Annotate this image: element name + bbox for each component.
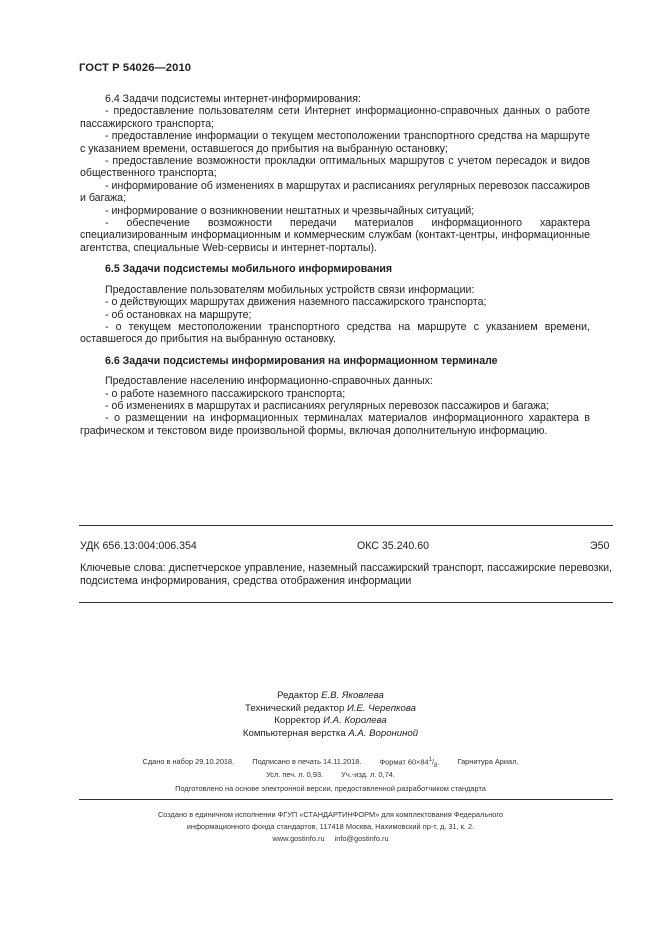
- publisher-contacts: [0, 832, 661, 845]
- oks-code: ОКС 35.240.60: [357, 540, 430, 552]
- staff-row: Технический редактор И.Е. Черепкова: [245, 702, 416, 714]
- staff-row: Корректор И.А. Королева: [274, 715, 387, 727]
- list-item: - предоставление пользователям сети Интернет информационно-справочных данных о работе пассажирского транспорта;: [80, 105, 590, 130]
- doc-number-header: ГОСТ Р 54026—2010: [79, 62, 192, 74]
- list-item: - информирование о возникновении нештатных и чрезвычайных ситуаций;: [105, 204, 475, 217]
- section-heading: 6.6 Задачи подсистемы информирования на информационном терминале: [105, 354, 498, 367]
- list-item: - об изменениях в маршрутах и расписаниях регулярных перевозок пассажиров и багажа;: [105, 399, 550, 412]
- staff-row: Компьютерная верстка А.А. Ворониной: [242, 727, 419, 739]
- list-item: - обеспечение возможности передачи материалов информационного характера специализированным информационным и коммерческим службам (контакт-центры, информационные агентства, специальные Web-сервисы и интернет-порталы).: [80, 217, 590, 254]
- publisher-line-2: информационного фонда стандартов, 117418 Москва, Нахимовский пр-т, д. 31, к. 2.: [186, 822, 475, 831]
- publisher-line-1: Создано в единичном исполнении ФГУП «СТАНДАРТИНФОРМ» для комплектования Федерального: [157, 810, 504, 819]
- udk-code: УДК 656.13:004:006.354: [80, 540, 197, 552]
- keywords: [80, 562, 612, 589]
- prepared-note: Подготовлено на основе электронной версии, предоставленной разработчиком стандарта: [175, 784, 486, 793]
- divider: [79, 525, 613, 526]
- list-item: - об остановках на маршруте;: [105, 308, 252, 321]
- print-details: Сдано в набор 29.10.2018. Подписано в печать 14.11.2018. Формат $60\times 84^1/_8$. Гарнитура Ариал.: [0, 754, 661, 773]
- section-6-4: [80, 93, 590, 437]
- website-link[interactable]: www.gostinfo.ru: [272, 834, 325, 843]
- print-volume: Усл. печ. л. 0,93. Уч.-изд. л. 0,74.: [266, 770, 395, 779]
- list-item: - предоставление возможности прокладки оптимальных маршрутов с учетом пересадок и видов общественного транспорта;: [80, 155, 590, 180]
- section-intro: 6.4 Задачи подсистемы интернет-информирования:: [105, 93, 361, 105]
- list-item: - о текущем местоположении транспортного средства на маршруте с указанием времени, оставшегося до прибытия на выбранную остановку.: [80, 320, 590, 346]
- divider: [79, 602, 613, 603]
- list-item: - предоставление информации о текущем местоположении транспортного средства на маршруте с указанием времени, оставшегося до прибытия на выбранную остановку;: [80, 130, 590, 155]
- format-info: Формат $60\times 84^1/_8$.: [379, 757, 440, 769]
- divider: [79, 799, 613, 800]
- keywords-text: Ключевые слова: диспетчерское управление, наземный пассажирский транспорт, пассажирские перевозки, подсистема информирования, средства отображения информации: [80, 562, 612, 588]
- list-item: - о работе наземного пассажирского транспорта;: [105, 387, 346, 400]
- list-item: - о размещении на информационных терминалах материалов информационного характера в графическом и текстовом виде произвольной формы, включая дополнительную информацию.: [80, 412, 590, 437]
- classification-code: Э50: [590, 540, 610, 552]
- section-heading: 6.5 Задачи подсистемы мобильного информирования: [105, 263, 393, 276]
- list-item: - о действующих маршрутах движения наземного пассажирского транспорта;: [105, 296, 487, 309]
- section-intro: Предоставление пользователям мобильных устройств связи информации:: [105, 283, 475, 296]
- section-intro: Предоставление населению информационно-справочных данных:: [105, 375, 433, 388]
- editorial-staff: [0, 690, 661, 740]
- email-link[interactable]: info@gostinfo.ru: [334, 834, 389, 843]
- staff-row: Редактор Е.В. Яковлева: [277, 690, 384, 701]
- list-item: - информирование об изменениях в маршрутах и расписаниях регулярных перевозок пассажиров и багажа;: [80, 179, 590, 205]
